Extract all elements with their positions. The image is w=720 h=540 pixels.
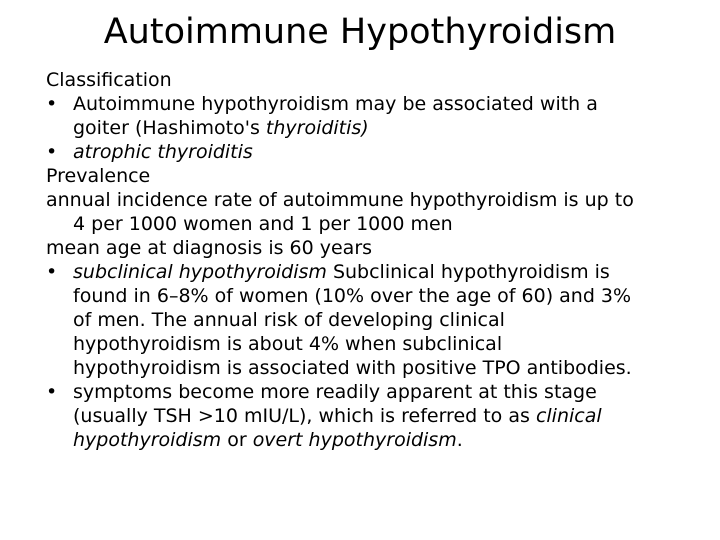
prevalence-heading: Prevalence bbox=[46, 165, 151, 187]
bullet-text: found in 6–8% of women (10% over the age of 60) and 3% bbox=[73, 285, 632, 307]
bullet-marker: • bbox=[46, 381, 58, 403]
italic-term: clinical bbox=[535, 405, 602, 427]
bullet-text: or bbox=[221, 429, 253, 451]
bullet-item-subclinical bbox=[46, 260, 696, 380]
bullet-text: hypothyroidism is associated with positive TPO antibodies. bbox=[73, 357, 632, 379]
bullet-item-symptoms bbox=[46, 380, 696, 452]
bullet-text: Autoimmune hypothyroidism may be associated with a bbox=[73, 93, 598, 115]
bullet-text: . bbox=[456, 429, 463, 451]
italic-term: atrophic thyroiditis bbox=[73, 141, 253, 163]
italic-term: thyroiditis) bbox=[265, 117, 369, 139]
slide-body bbox=[46, 68, 696, 452]
mean-age-line: mean age at diagnosis is 60 years bbox=[46, 237, 373, 259]
incidence-paragraph bbox=[46, 188, 696, 236]
italic-term: overt hypothyroidism bbox=[252, 429, 457, 451]
paragraph-line: 4 per 1000 women and 1 per 1000 men bbox=[73, 213, 453, 235]
bullet-text: hypothyroidism is about 4% when subclinical bbox=[73, 333, 503, 355]
italic-term: subclinical hypothyroidism bbox=[73, 261, 327, 283]
bullet-text: goiter (Hashimoto's bbox=[73, 117, 266, 139]
bullet-item-atrophic bbox=[46, 140, 696, 164]
italic-term: hypothyroidism bbox=[73, 429, 222, 451]
slide-title: Autoimmune Hypothyroidism bbox=[103, 12, 617, 52]
bullet-text: Subclinical hypothyroidism is bbox=[326, 261, 610, 283]
bullet-text: symptoms become more readily apparent at this stage bbox=[73, 381, 597, 403]
bullet-marker: • bbox=[46, 261, 58, 283]
paragraph-line: annual incidence rate of autoimmune hypothyroidism is up to bbox=[46, 189, 634, 211]
bullet-marker: • bbox=[46, 93, 58, 115]
bullet-text: (usually TSH >10 mIU/L), which is referred to as bbox=[73, 405, 536, 427]
bullet-marker: • bbox=[46, 141, 58, 163]
bullet-text: of men. The annual risk of developing clinical bbox=[73, 309, 505, 331]
bullet-item-autoimmune bbox=[46, 92, 696, 140]
classification-heading: Classification bbox=[46, 69, 172, 91]
